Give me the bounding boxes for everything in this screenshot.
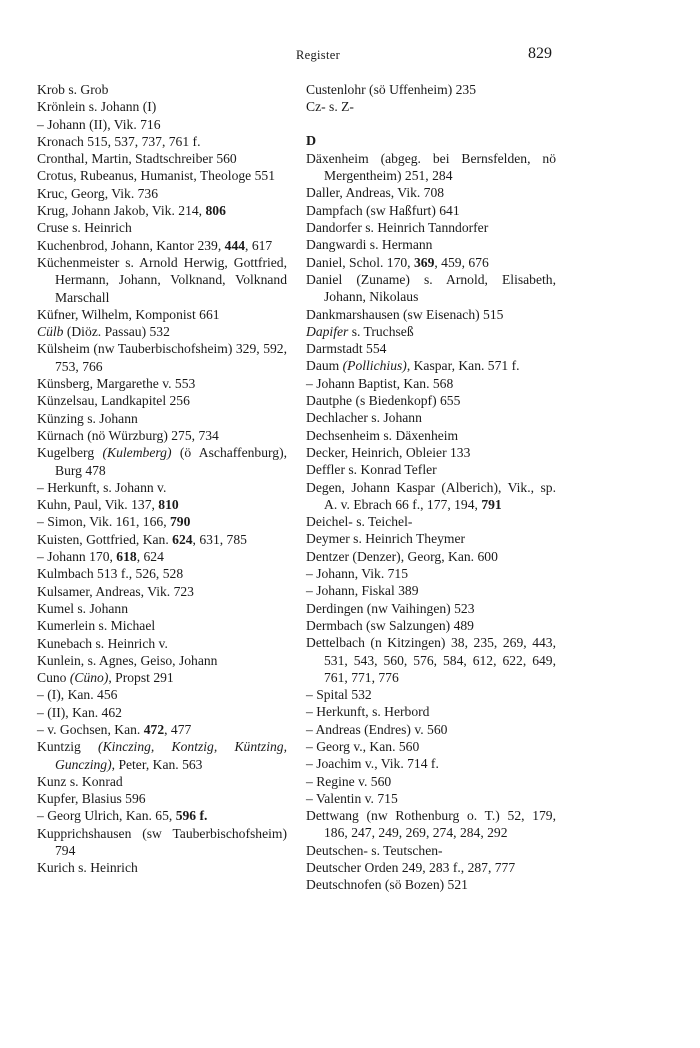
index-entry: – Johann, Vik. 715 [306,566,409,582]
index-entry: Kruc, Georg, Vik. 736 [37,185,159,201]
index-entry: Custenlohr (sö Uffenheim) 235 [306,82,477,97]
index-entry: Deichel- s. Teichel- [306,514,413,530]
index-entries-c [306,81,556,116]
index-entry: Kugelberg (Kulemberg) (ö Aschaffenburg), Burg 478 [37,445,288,478]
section-letter-d: D [306,133,317,149]
index-entry: Kurich s. Heinrich [37,860,138,876]
index-entry: Krob s. Grob [37,82,109,97]
index-entry: Kulmbach 513 f., 526, 528 [37,566,184,582]
index-entry: Decker, Heinrich, Obleier 133 [306,444,471,460]
index-entry: Dangwardi s. Hermann [306,237,433,253]
index-entry: – Georg Ulrich, Kan. 65, 596 f. [37,808,208,824]
index-entry: Kumerlein s. Michael [37,618,156,634]
index-entry: Daniel, Schol. 170, 369, 459, 676 [306,254,489,270]
index-entry: Kunz s. Konrad [37,773,123,789]
index-entry: Kuntzig (Kinczing, Kontzig, Küntzing, Gunczing), Peter, Kan. 563 [37,739,287,772]
index-entry: – v. Gochsen, Kan. 472, 477 [37,721,192,737]
index-entry: – Spital 532 [306,687,372,703]
index-entry: Krönlein s. Johann (I) [37,99,157,115]
index-entry: – Johann (II), Vik. 716 [37,116,161,132]
index-entry: – Joachim v., Vik. 714 f. [306,756,439,772]
index-entry: Krug, Johann Jakob, Vik. 214, 806 [37,203,226,219]
index-entry: Kuisten, Gottfried, Kan. 624, 631, 785 [37,531,247,547]
index-entry: Daum (Pollichius), Kaspar, Kan. 571 f. [306,358,520,374]
index-entry: – Johann 170, 618, 624 [37,549,164,565]
index-entry: Crotus, Rubeanus, Humanist, Theologe 551 [37,168,275,184]
index-entry: – (II), Kan. 462 [37,704,122,720]
index-entry: Deutschnofen (sö Bozen) 521 [306,877,468,893]
index-entry: – Georg v., Kan. 560 [306,738,420,754]
index-entry: Dandorfer s. Heinrich Tanndorfer [306,220,489,236]
index-entry: Deutscher Orden 249, 283 f., 287, 777 [306,860,516,876]
page-number: 829 [528,45,552,62]
index-entries-d [306,150,556,894]
index-entry: Däxenheim (abgeg. bei Bernsfelden, nö Mergentheim) 251, 284 [306,150,556,184]
index-entry: – Simon, Vik. 161, 166, 790 [37,514,191,530]
index-entry: Degen, Johann Kaspar (Alberich), Vik., sp. A. v. Ebrach 66 f., 177, 194, 791 [306,479,556,512]
index-entry: Künsberg, Margarethe v. 553 [37,376,196,392]
index-entry: Dechlacher s. Johann [306,410,422,426]
index-entry: Kulsamer, Andreas, Vik. 723 [37,583,194,599]
running-head: Register [295,48,341,62]
index-entry: Daniel (Zuname) s. Arnold, Elisabeth, Johann, Nikolaus [306,271,556,305]
index-entry: Darmstadt 554 [306,341,387,357]
index-entry: Cuno (Cüno), Propst 291 [37,670,174,686]
index-entry: Dapifer s. Truchseß [306,323,414,339]
index-entry: Deutschen- s. Teutschen- [306,842,443,858]
index-entry: Küfner, Wilhelm, Komponist 661 [37,306,220,322]
index-entry: Dampfach (sw Haßfurt) 641 [306,202,460,218]
index-entry: Dautphe (s Biedenkopf) 655 [306,393,461,409]
index-entry: Deffler s. Konrad Tefler [306,462,437,478]
index-entry: Derdingen (nw Vaihingen) 523 [306,600,475,616]
index-entry: Künzing s. Johann [37,410,138,426]
index-entry: – Johann Baptist, Kan. 568 [306,375,454,391]
index-entry: Kronach 515, 537, 737, 761 f. [37,133,201,149]
index-entry: Cruse s. Heinrich [37,220,132,236]
index-entry: Cülb (Diöz. Passau) 532 [37,324,170,340]
index-entry: Dentzer (Denzer), Georg, Kan. 600 [306,548,498,564]
index-entry: – Regine v. 560 [306,773,392,789]
index-entry: Dermbach (sw Salzungen) 489 [306,617,474,633]
index-entry: Kunlein, s. Agnes, Geiso, Johann [37,652,218,668]
index-entry: Kumel s. Johann [37,600,128,616]
index-entry: – (I), Kan. 456 [37,687,118,703]
index-entry: Külsheim (nw Tauberbischofsheim) 329, 592, 753, 766 [37,341,287,374]
index-entry: Daller, Andreas, Vik. 708 [306,185,445,201]
index-entry: Dankmarshausen (sw Eisenach) 515 [306,306,504,322]
index-entry: Kunebach s. Heinrich v. [37,635,168,651]
index-entry: – Herkunft, s. Johann v. [37,479,167,495]
index-column-right [306,81,556,894]
index-entry: – Andreas (Endres) v. 560 [306,721,448,737]
index-entry: – Johann, Fiskal 389 [306,583,419,599]
index-entry: Dettelbach (n Kitzingen) 38, 235, 269, 443, 531, 543, 560, 576, 584, 612, 622, 649, 761, 771, 776 [306,635,556,685]
index-entry: Kürnach (nö Würzburg) 275, 734 [37,427,219,443]
index-entry: Kupfer, Blasius 596 [37,791,146,807]
index-entry: Deymer s. Heinrich Theymer [306,531,466,547]
index-entry: Kuhn, Paul, Vik. 137, 810 [37,497,179,513]
index-entry: Künzelsau, Landkapitel 256 [37,393,190,409]
index-entry: – Herkunft, s. Herbord [306,704,430,720]
index-entry: Cronthal, Martin, Stadtschreiber 560 [37,151,237,167]
index-entry: Dechsenheim s. Däxenheim [306,427,459,443]
index-entry: Cz- s. Z- [306,99,354,115]
index-entry: Kupprichshausen (sw Tauberbischofsheim) 794 [37,825,287,859]
index-entry: – Valentin v. 715 [306,790,398,806]
index-entry: Dettwang (nw Rothenburg o. T.) 52, 179, 186, 247, 249, 269, 274, 284, 292 [306,808,556,841]
index-column-left [37,81,287,877]
index-entry: Kuchenbrod, Johann, Kantor 239, 444, 617 [37,237,273,253]
index-entry: Küchenmeister s. Arnold Herwig, Gottfried, Hermann, Johann, Volknand, Volknand Marschall [37,254,287,305]
